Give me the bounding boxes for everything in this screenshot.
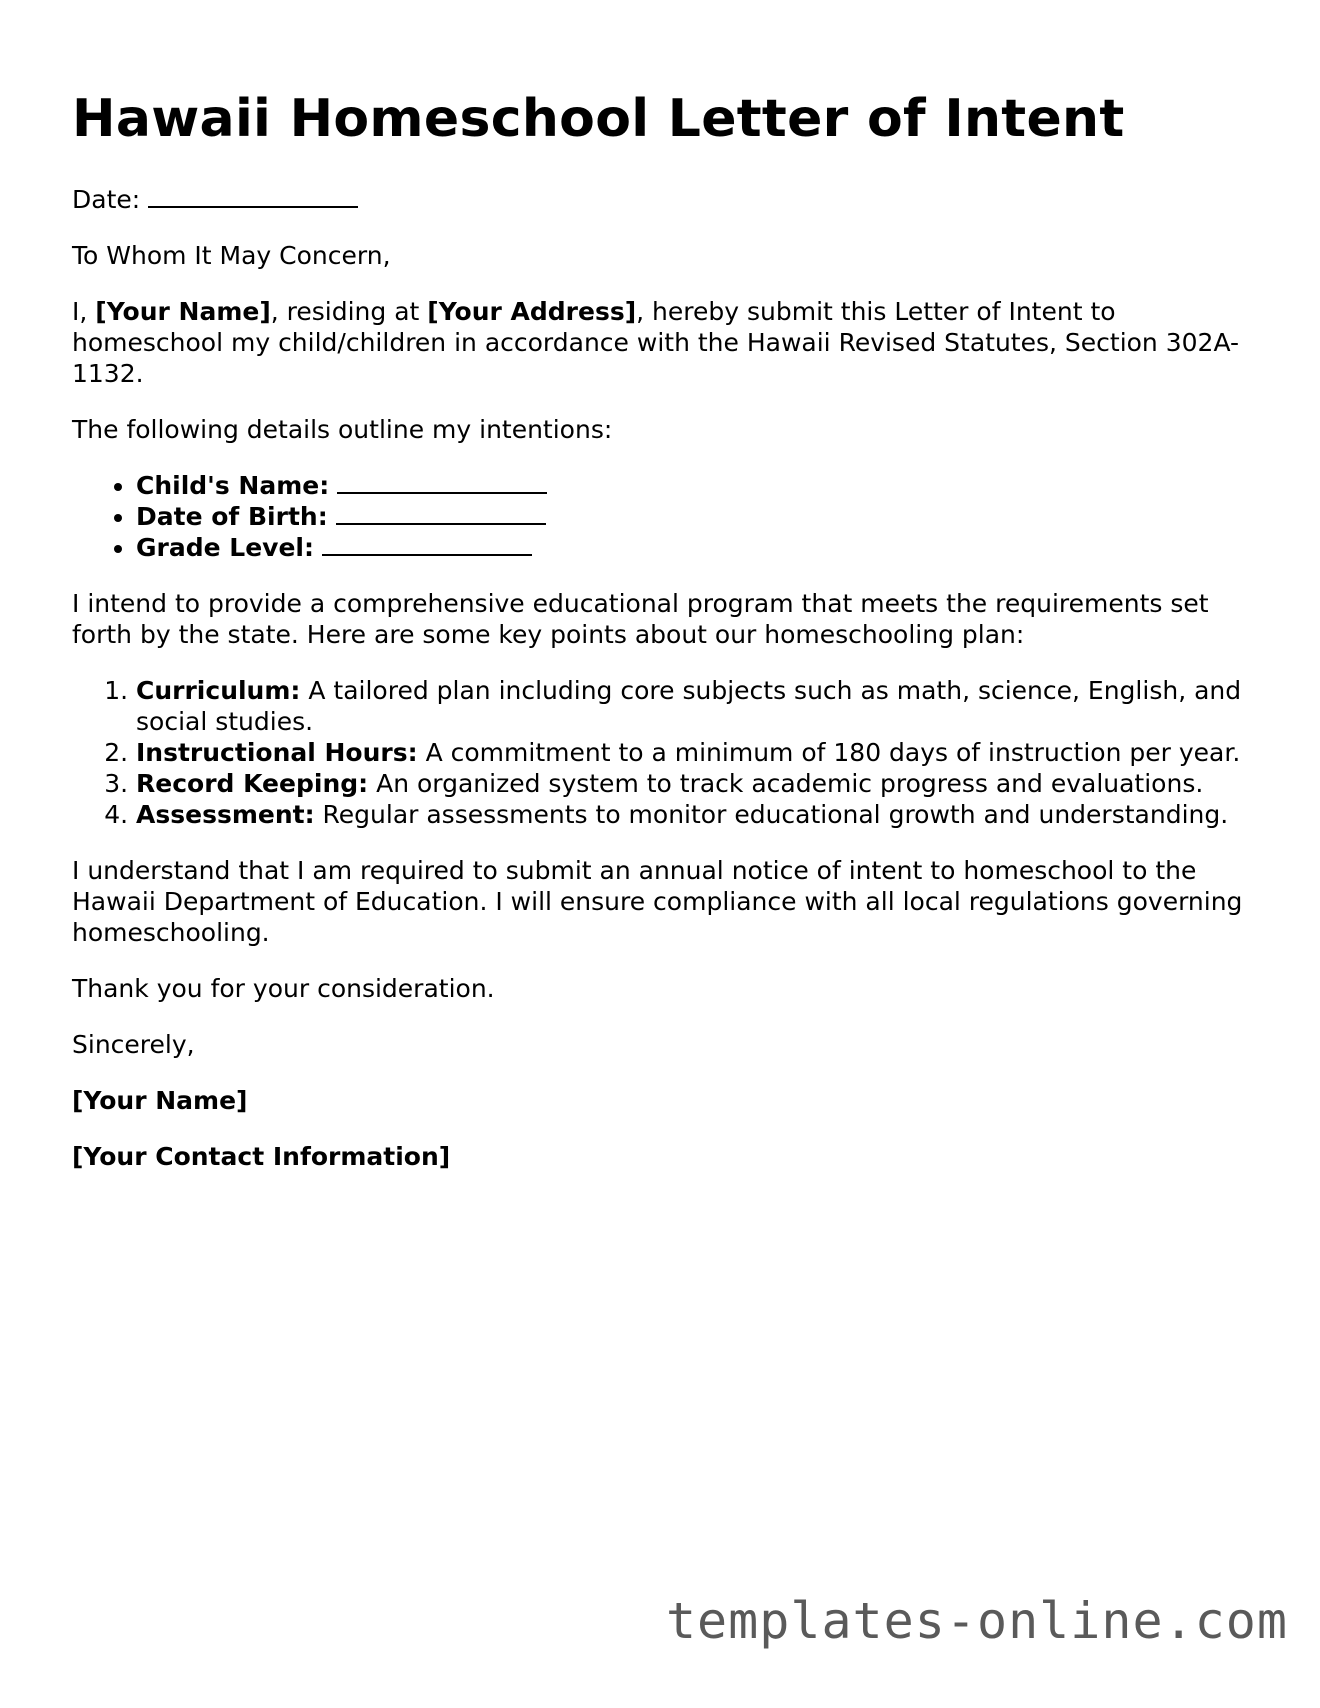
- date-of-birth-label: Date of Birth:: [136, 502, 328, 532]
- date-of-birth-blank: [336, 501, 546, 525]
- page-title: Hawaii Homeschool Letter of Intent: [72, 89, 1125, 149]
- grade-level-blank: [322, 532, 532, 556]
- details-intro: The following details outline my intentions:: [72, 415, 613, 445]
- signature-contact: [72, 1141, 1252, 1172]
- intro-text-1: I,: [72, 297, 96, 327]
- signature-name-placeholder: [Your Name]: [72, 1086, 248, 1116]
- assessment-label: Assessment:: [136, 800, 315, 830]
- plan-list: [72, 675, 1252, 830]
- intro-address-placeholder: [Your Address]: [427, 297, 637, 327]
- list-item: [136, 675, 1252, 737]
- intro-text-2: , residing at: [270, 297, 428, 327]
- details-list: [72, 470, 1252, 563]
- childs-name-label: Child's Name:: [136, 471, 330, 501]
- closing-line: Sincerely,: [72, 1030, 195, 1060]
- childs-name-blank: [337, 470, 547, 494]
- list-item: [136, 532, 1252, 563]
- intro-text-3: , hereby submit this Letter of Intent to homeschool my child/children in accordance with the Hawaii Revised Statutes, Section 302A-1132.: [72, 297, 1240, 389]
- list-item: [136, 737, 1252, 768]
- compliance-paragraph: I understand that I am required to submit an annual notice of intent to homeschool to the Hawaii Department of Education. I will ensure compliance with all local regulations governing homeschooling.: [72, 856, 1243, 948]
- intro-name-placeholder: [Your Name]: [95, 297, 271, 327]
- salutation: To Whom It May Concern,: [72, 241, 391, 271]
- record-keeping-text: An organized system to track academic progress and evaluations.: [368, 769, 1204, 799]
- record-keeping-label: Record Keeping:: [136, 769, 369, 799]
- list-item: [136, 799, 1252, 830]
- intro-paragraph: [72, 296, 1252, 389]
- list-item: [136, 501, 1252, 532]
- instructional-hours-label: Instructional Hours:: [136, 738, 418, 768]
- date-line: [72, 184, 1252, 215]
- date-label: Date:: [72, 185, 141, 215]
- list-item: [136, 470, 1252, 501]
- letter-page: [72, 88, 1252, 1197]
- watermark: templates-online.com: [665, 1592, 1288, 1650]
- thanks-line: Thank you for your consideration.: [72, 974, 495, 1004]
- plan-intro: I intend to provide a comprehensive educational program that meets the requirements set forth by the state. Here are some key points about our homeschooling plan:: [72, 589, 1209, 650]
- signature-name: [72, 1085, 1252, 1116]
- date-blank: [148, 184, 358, 208]
- instructional-hours-text: A commitment to a minimum of 180 days of instruction per year.: [417, 738, 1241, 768]
- assessment-text: Regular assessments to monitor educational growth and understanding.: [314, 800, 1229, 830]
- curriculum-text: A tailored plan including core subjects such as math, science, English, and social studies.: [136, 676, 1242, 737]
- list-item: [136, 768, 1252, 799]
- signature-contact-placeholder: [Your Contact Information]: [72, 1142, 451, 1172]
- curriculum-label: Curriculum:: [136, 676, 301, 706]
- grade-level-label: Grade Level:: [136, 533, 314, 563]
